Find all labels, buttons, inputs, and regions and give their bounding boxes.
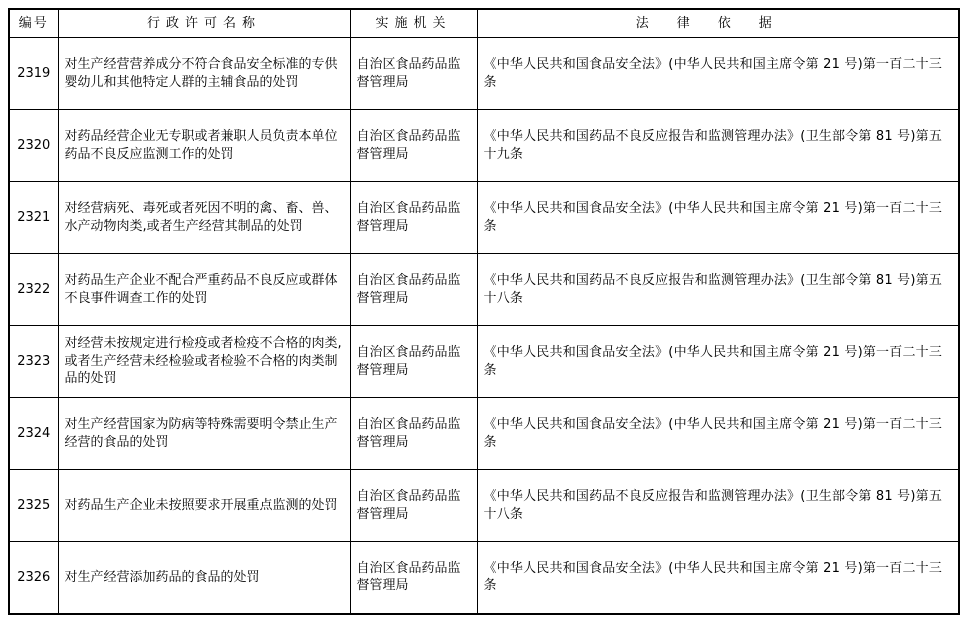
table-row [9, 398, 959, 470]
legal-basis: 《中华人民共和国食品安全法》(中华人民共和国主席令第 21 号)第一百二十三条 [477, 326, 959, 398]
permit-name: 对药品生产企业不配合严重药品不良反应或群体不良事件调查工作的处罚 [58, 254, 350, 326]
header-number: 编号 [9, 9, 58, 38]
authority: 自治区食品药品监督管理局 [350, 110, 477, 182]
row-number: 2322 [9, 254, 58, 326]
legal-basis: 《中华人民共和国食品安全法》(中华人民共和国主席令第 21 号)第一百二十三条 [477, 398, 959, 470]
legal-basis: 《中华人民共和国药品不良反应报告和监测管理办法》(卫生部令第 81 号)第五十八条 [477, 254, 959, 326]
row-number: 2319 [9, 38, 58, 110]
authority: 自治区食品药品监督管理局 [350, 542, 477, 614]
legal-basis: 《中华人民共和国食品安全法》(中华人民共和国主席令第 21 号)第一百二十三条 [477, 542, 959, 614]
row-number: 2326 [9, 542, 58, 614]
authority: 自治区食品药品监督管理局 [350, 254, 477, 326]
table-row [9, 182, 959, 254]
permit-table [8, 8, 960, 615]
header-authority: 实施机关 [350, 9, 477, 38]
row-number: 2321 [9, 182, 58, 254]
legal-basis: 《中华人民共和国药品不良反应报告和监测管理办法》(卫生部令第 81 号)第五十九条 [477, 110, 959, 182]
legal-basis: 《中华人民共和国食品安全法》(中华人民共和国主席令第 21 号)第一百二十三条 [477, 182, 959, 254]
authority: 自治区食品药品监督管理局 [350, 38, 477, 110]
permit-name: 对药品生产企业未按照要求开展重点监测的处罚 [58, 470, 350, 542]
row-number: 2324 [9, 398, 58, 470]
table-row [9, 542, 959, 614]
permit-name: 对生产经营国家为防病等特殊需要明令禁止生产经营的食品的处罚 [58, 398, 350, 470]
header-row [9, 9, 959, 38]
authority: 自治区食品药品监督管理局 [350, 326, 477, 398]
legal-basis: 《中华人民共和国食品安全法》(中华人民共和国主席令第 21 号)第一百二十三条 [477, 38, 959, 110]
permit-name: 对经营病死、毒死或者死因不明的禽、畜、兽、水产动物肉类,或者生产经营其制品的处罚 [58, 182, 350, 254]
legal-basis: 《中华人民共和国药品不良反应报告和监测管理办法》(卫生部令第 81 号)第五十八条 [477, 470, 959, 542]
authority: 自治区食品药品监督管理局 [350, 398, 477, 470]
authority: 自治区食品药品监督管理局 [350, 182, 477, 254]
permit-name: 对生产经营营养成分不符合食品安全标准的专供婴幼儿和其他特定人群的主辅食品的处罚 [58, 38, 350, 110]
permit-name: 对经营未按规定进行检疫或者检疫不合格的肉类,或者生产经营未经检验或者检验不合格的肉类制品的处罚 [58, 326, 350, 398]
table-row [9, 470, 959, 542]
table-row [9, 38, 959, 110]
authority: 自治区食品药品监督管理局 [350, 470, 477, 542]
permit-name: 对生产经营添加药品的食品的处罚 [58, 542, 350, 614]
table-row [9, 110, 959, 182]
row-number: 2323 [9, 326, 58, 398]
table-row [9, 254, 959, 326]
table-row [9, 326, 959, 398]
table-header [9, 9, 959, 38]
header-permit-name: 行政许可名称 [58, 9, 350, 38]
header-legal-basis: 法律依据 [477, 9, 959, 38]
row-number: 2325 [9, 470, 58, 542]
document-page [8, 8, 960, 615]
table-body [9, 38, 959, 614]
row-number: 2320 [9, 110, 58, 182]
permit-name: 对药品经营企业无专职或者兼职人员负责本单位药品不良反应监测工作的处罚 [58, 110, 350, 182]
